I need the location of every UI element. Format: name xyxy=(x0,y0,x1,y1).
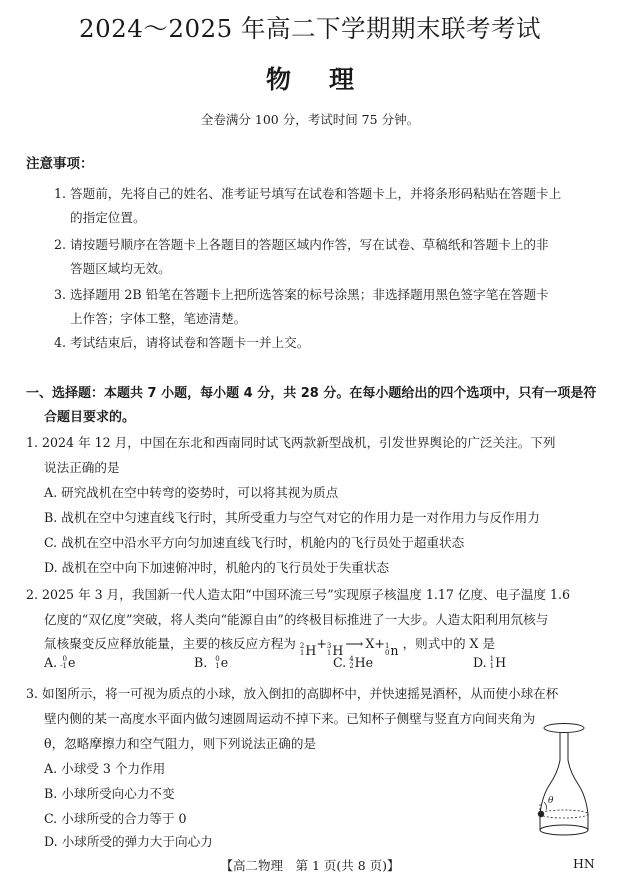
notice-line: 3. 选择题用 2B 铅笔在答题卡上把所选答案的标号涂黑；非选择题用黑色签字笔在答题卡 xyxy=(54,287,549,302)
nuclide-symbol: e xyxy=(220,655,229,670)
section-heading: 一、选择题：本题共 7 小题，每小题 4 分，共 28 分。在每小题给出的四个选项中，只有一项是符 xyxy=(26,386,597,401)
exam-title: 2024～2025 年高二下学期期末联考考试 xyxy=(79,14,541,43)
q2-option-c xyxy=(333,655,373,670)
q2-option-a xyxy=(44,655,75,670)
nuclide-symbol: He xyxy=(354,655,374,670)
subject-title: 物理 xyxy=(265,65,392,94)
q3-option-a: A. 小球受 3 个力作用 xyxy=(44,761,166,776)
notice-line: 1. 答题前，先将自己的姓名、准考证号填写在试卷和答题卡上，并将条形码粘贴在答题卡上 xyxy=(54,186,562,201)
q2-option-b xyxy=(194,655,228,670)
q2-stem-cont: 亿度的“双亿度”突破，将人类向“能源自由”的终极目标推进了一大步。人造太阳利用氘核与 xyxy=(44,612,549,627)
section-heading-cont: 合题目要求的。 xyxy=(44,410,136,425)
inverted-goblet-figure xyxy=(528,722,600,842)
notice-heading: 注意事项： xyxy=(26,156,94,172)
nuclide-mass: 4 xyxy=(349,654,354,663)
option-label: B. xyxy=(194,655,208,670)
q1-option-c: C. 战机在空中沿水平方向匀加速直线飞行时，机舱内的飞行员处于超重状态 xyxy=(44,535,465,550)
nuclide-symbol: e xyxy=(67,655,76,670)
q2-stem-line3-text: 氚核聚变反应释放能量，主要的核反应方程为 xyxy=(44,636,296,651)
product-x: X xyxy=(365,636,375,651)
q3-option-b: B. 小球所受向心力不变 xyxy=(44,786,175,801)
nuclide-symbol: H xyxy=(332,642,344,658)
angle-label: θ xyxy=(548,796,554,806)
reaction-arrow: ⟶ xyxy=(345,636,364,651)
notice-line: 答题区域均无效。 xyxy=(70,261,171,276)
notice-line: 4. 考试结束后，请将试卷和答题卡一并上交。 xyxy=(54,335,310,350)
nuclide-charge: 1 xyxy=(299,649,305,657)
nuclide-mass: 2 xyxy=(299,642,305,650)
q1-option-b: B. 战机在空中匀速直线飞行时，其所受重力与空气对它的作用力是一对作用力与反作用力 xyxy=(44,510,540,525)
nuclide-charge: 1 xyxy=(489,661,495,670)
option-label: A. xyxy=(44,655,58,670)
nuclide-deuterium xyxy=(300,643,316,658)
plus-sign: + xyxy=(316,636,327,651)
q2-stem-line3-end: ，则式中的 X 是 xyxy=(402,636,496,651)
nuclide-symbol: H xyxy=(495,655,507,670)
q3-stem-cont: 壁内侧的某一高度水平面内做匀速圆周运动不掉下来。已知杯子侧壁与竖直方向间夹角为 xyxy=(44,711,536,726)
q2-stem-line3 xyxy=(44,633,495,658)
nuclide-charge: 1 xyxy=(326,649,332,657)
q2-option-d xyxy=(473,655,506,670)
q3-option-d: D. 小球所受的弹力大于向心力 xyxy=(44,834,213,849)
option-label: C. xyxy=(333,655,347,670)
q2-stem: 2. 2025 年 3 月，我国新一代人造太阳“中国环流三号”实现原子核温度 1.17 亿度、电子温度 1.6 xyxy=(26,587,571,602)
q1-option-a: A. 研究战机在空中转弯的姿势时，可以将其视为质点 xyxy=(44,485,339,500)
nuclide-mass: 0 xyxy=(215,654,220,663)
nuclear-equation xyxy=(296,636,403,658)
nuclide-charge: 1 xyxy=(215,661,220,670)
nuclide-charge: -1 xyxy=(60,661,67,670)
nuclide-mass: 3 xyxy=(326,642,332,650)
nuclide-charge: 2 xyxy=(349,661,354,670)
q1-stem-cont: 说法正确的是 xyxy=(44,460,120,475)
nuclide-symbol: n xyxy=(390,642,399,658)
q1-stem: 1. 2024 年 12 月，中国在东北和西南同时试飞两款新型战机，引发世界舆论的广泛关注。下列 xyxy=(26,435,556,450)
nuclide-mass: 0 xyxy=(62,654,67,663)
q1-option-d: D. 战机在空中向下加速俯冲时，机舱内的飞行员处于失重状态 xyxy=(44,560,390,575)
nuclide-mass: 1 xyxy=(489,654,495,663)
nuclide-charge: 0 xyxy=(384,649,390,657)
region-code: HN xyxy=(573,856,595,871)
plus-sign: + xyxy=(374,636,385,651)
nuclide-symbol: H xyxy=(305,642,317,658)
q3-option-c: C. 小球所受的合力等于 0 xyxy=(44,811,187,826)
notice-line: 的指定位置。 xyxy=(70,210,146,225)
q3-stem: 3. 如图所示，将一可视为质点的小球，放入倒扣的高脚杯中，并快速摇晃酒杯，从而使小球在杯 xyxy=(26,686,559,701)
nuclide-mass: 1 xyxy=(384,642,390,650)
notice-line: 2. 请按题号顺序在答题卡上各题目的答题区域内作答，写在试卷、草稿纸和答题卡上的非 xyxy=(54,237,549,252)
exam-info: 全卷满分 100 分，考试时间 75 分钟。 xyxy=(200,112,420,127)
notice-line: 上作答；字体工整，笔迹清楚。 xyxy=(70,311,247,326)
q3-stem-line3: θ，忽略摩擦力和空气阻力，则下列说法正确的是 xyxy=(44,736,317,751)
page-footer: 【高二物理 第 1 页(共 8 页)】 xyxy=(220,858,400,873)
nuclide-neutron xyxy=(385,643,399,658)
option-label: D. xyxy=(473,655,487,670)
